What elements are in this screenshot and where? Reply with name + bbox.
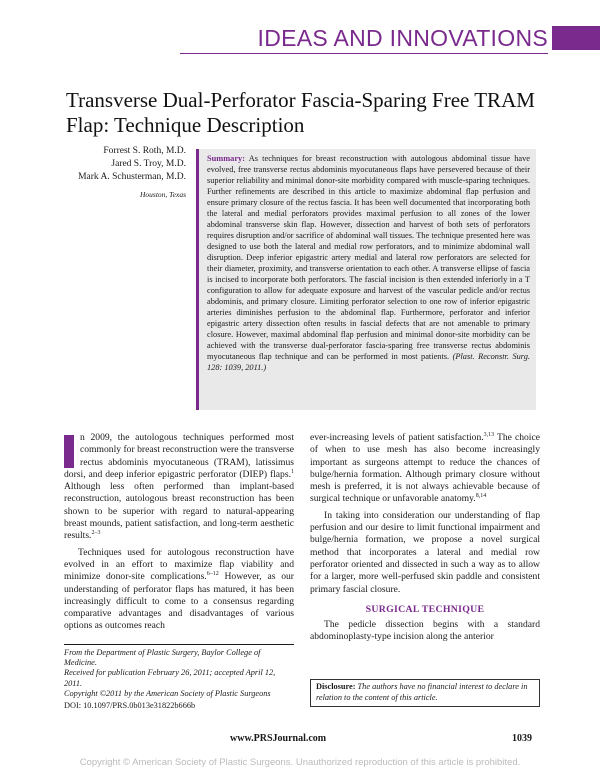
summary-box (196, 149, 536, 410)
copyright-watermark: Copyright © American Society of Plastic Surgeons. Unauthorized reproduction of this article is prohibited. (79, 757, 521, 768)
author-list (66, 145, 186, 201)
doi-note: DOI: 10.1097/PRS.0b013e31822b666b (64, 701, 196, 711)
disclosure-text: The authors have no financial interest to declare in relation to the content of this article. (316, 682, 528, 702)
summary-citation: (Plast. Reconstr. Surg. 128: 1039, 2011.) (207, 352, 530, 372)
article-footnote (64, 644, 294, 711)
paragraph-text: n 2009, the autologous techniques performed most commonly for breast reconstruction were the transverse rectus abdominis myocutaneous (TRAM), latissimus dorsi, and deep inferior epigastric perforator (DIEP) flaps. (64, 432, 294, 480)
paragraph-text: ever-increasing levels of patient satisfaction. (310, 432, 484, 443)
body-paragraph (64, 432, 294, 543)
body-paragraph (310, 432, 540, 506)
summary-text: As techniques for breast reconstruction with autologous abdominal tissue have evolved, free transverse rectus abdominis myocutaneous flaps have persevered because of their superior reliability and minimal donor-site morbidity compared with muscle-sparing techniques. Further refinements are described in this article to maximize abdominal flap perfusion and ensure primary closure of the rectus fascia. It has been well documented that incorporating both the lateral and medial perforators provides maximal perfusion to all zones of the lower abdominal transverse skin flap. However, dissection and harvest of both sets of perforators requires disruption and/or sacrifice of abdominal wall tissues. The technique presented here was designed to use both the lateral and medial row perforators, and to minimize abdominal wall disruption. Deep inferior epigastric artery medial and lateral row perforators are selected for their diameter, proximity, and transverse orientation to each other. A transverse ellipse of fascia is incised to incorporate both perforators. The fascial incision is then extended inferiorly in a T configuration to allow for adequate exposure and harvest of the vascular pedicle and/or rectus abdominis, and primary closure. Limiting perforator selection to one row of inferior epigastric arteries diminishes perfusion to the abdominal flap. Furthermore, perforator and inferior epigastric artery dissection often results in fascial defects that are not amenable to primary closure. However, maximal abdominal flap perfusion and minimal donor-site morbidity can be achieved with the transverse dual-perforator fascia-sparing free transverse rectus abdominis myocutaneous flap technique and can be performed in most patients. (207, 154, 530, 361)
paragraph-text: Although less often performed than implant-based reconstruction, autologous breast reconstruction has been shown to be superior with regard to natural-appearing breast mounds, patient satisfaction, and long-term aesthetic results. (64, 481, 294, 542)
banner-rule (180, 53, 548, 54)
section-banner (180, 24, 600, 52)
paragraph-text: Techniques used for autologous reconstruction have evolved in an effort to maximize flap viability and minimize donor-site complications. (64, 546, 294, 583)
body-paragraph: In taking into consideration our understanding of flap perfusion and our desire to limit functional impairment and bulge/hernia formation, we propose a novel surgical method that incorporates a lateral and medial row perforator oriented and dissected in such a way as to allow for a larger, more well-perfused skin paddle and consistent primary fascial closure. (310, 509, 540, 595)
body-paragraph (64, 547, 294, 633)
author-name: Mark A. Schusterman, M.D. (78, 172, 186, 182)
section-label: IDEAS AND INNOVATIONS (257, 25, 548, 51)
reference-marker: 2–3 (91, 530, 101, 537)
disclosure-label: Disclosure: (316, 682, 356, 691)
copyright-note: Copyright ©2011 by the American Society of Plastic Surgeons (64, 688, 271, 698)
author-name: Jared S. Troy, M.D. (111, 159, 186, 169)
paragraph-text: The choice of when to use mesh has also become increasingly important as surgeons attempt to reduce the chances of bulge/hernia formation. Although primary closure without mesh is preferred, it is not always achievable because of surgical technique or unfavorable anatomy. (310, 432, 540, 505)
reference-marker: 8,14 (475, 493, 487, 500)
section-heading: SURGICAL TECHNIQUE (365, 603, 485, 615)
received-note: Received for publication February 26, 2011; accepted April 12, 2011. (64, 668, 276, 688)
banner-bar (552, 26, 600, 50)
page-number: 1039 (512, 733, 532, 744)
paragraph-text: However, as our understanding of perforator flaps has matured, it has been increasingly difficult to come to a consensus regarding comparative advantages and disadvantages of various options as outcomes reach (64, 571, 294, 632)
journal-website-link[interactable]: www.PRSJournal.com (230, 733, 327, 744)
reference-marker: 3,13 (483, 431, 495, 438)
reference-marker: 6–12 (206, 571, 219, 578)
body-paragraph: The pedicle dissection begins with a standard abdominoplasty-type incision along the anterior (310, 619, 540, 643)
article-title: Transverse Dual-Perforator Fascia-Sparing Free TRAM Flap: Technique Description (66, 88, 535, 137)
author-name: Forrest S. Roth, M.D. (103, 146, 186, 156)
body-column-left (64, 432, 294, 633)
dropcap-block (64, 435, 74, 468)
disclosure-box (310, 679, 540, 707)
author-location: Houston, Texas (140, 190, 186, 199)
body-column-right (310, 432, 540, 644)
affiliation-note: From the Department of Plastic Surgery, Baylor College of Medicine. (64, 648, 261, 668)
reference-marker: 1 (291, 468, 294, 475)
summary-label: Summary: (207, 154, 246, 163)
